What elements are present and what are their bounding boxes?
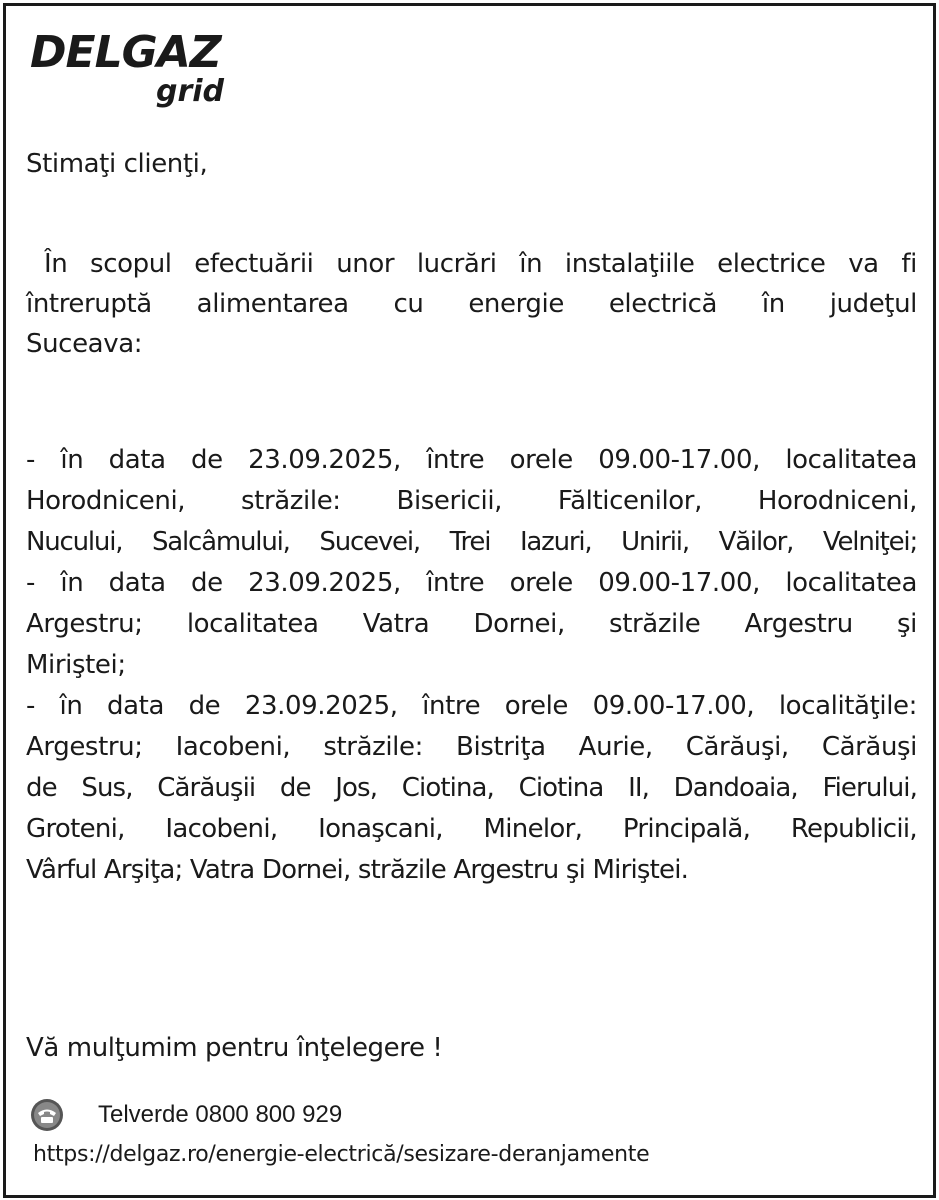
closing-message: Vă mulţumim pentru înţelegere ! bbox=[26, 1033, 443, 1063]
report-url[interactable]: https://delgaz.ro/energie-electrică/sesizare-deranjamente bbox=[33, 1142, 650, 1167]
notice-line: - în data de 23.09.2025, între orele 09.00-17.00, localitatea bbox=[26, 445, 917, 475]
notice-line: Argestru; Iacobeni, străzile: Bistriţa Aurie, Cărăuşi, Cărăuşi bbox=[26, 732, 917, 762]
intro-line: Suceava: bbox=[26, 329, 143, 359]
delgaz-grid-logo bbox=[30, 28, 250, 118]
greeting: Stimaţi clienţi, bbox=[26, 149, 208, 179]
logo-subtitle: grid bbox=[156, 74, 225, 109]
notice-line: - în data de 23.09.2025, între orele 09.00-17.00, localitatea bbox=[26, 568, 917, 598]
notice-line: Horodniceni, străzile: Bisericii, Fălticenilor, Horodniceni, bbox=[26, 486, 917, 516]
logo-wordmark: DELGAZ bbox=[30, 27, 221, 78]
notice-line: - în data de 23.09.2025, între orele 09.00-17.00, localităţile: bbox=[26, 691, 917, 721]
notice-line: Vârful Arşiţa; Vatra Dornei, străzile Argestru şi Miriştei. bbox=[26, 855, 689, 885]
intro-paragraph bbox=[26, 244, 917, 364]
notice-line: de Sus, Cărăuşii de Jos, Ciotina, Ciotina II, Dandoaia, Fierului, bbox=[26, 773, 917, 803]
phone-icon bbox=[30, 1098, 64, 1132]
notice-line: Nucului, Salcâmului, Sucevei, Trei Iazuri, Unirii, Văilor, Velniţei; bbox=[26, 527, 917, 557]
notice-line: Argestru; localitatea Vatra Dornei, străzile Argestru şi bbox=[26, 609, 917, 639]
intro-line: întreruptă alimentarea cu energie electrică în judeţul bbox=[26, 289, 917, 319]
outage-notices bbox=[26, 440, 917, 891]
intro-line: În scopul efectuării unor lucrări în instalaţiile electrice va fi bbox=[44, 249, 917, 279]
phone-number: Telverde 0800 800 929 bbox=[98, 1101, 343, 1128]
notice-line: Miriştei; bbox=[26, 650, 126, 680]
notice-line: Groteni, Iacobeni, Ionaşcani, Minelor, Principală, Republicii, bbox=[26, 814, 917, 844]
